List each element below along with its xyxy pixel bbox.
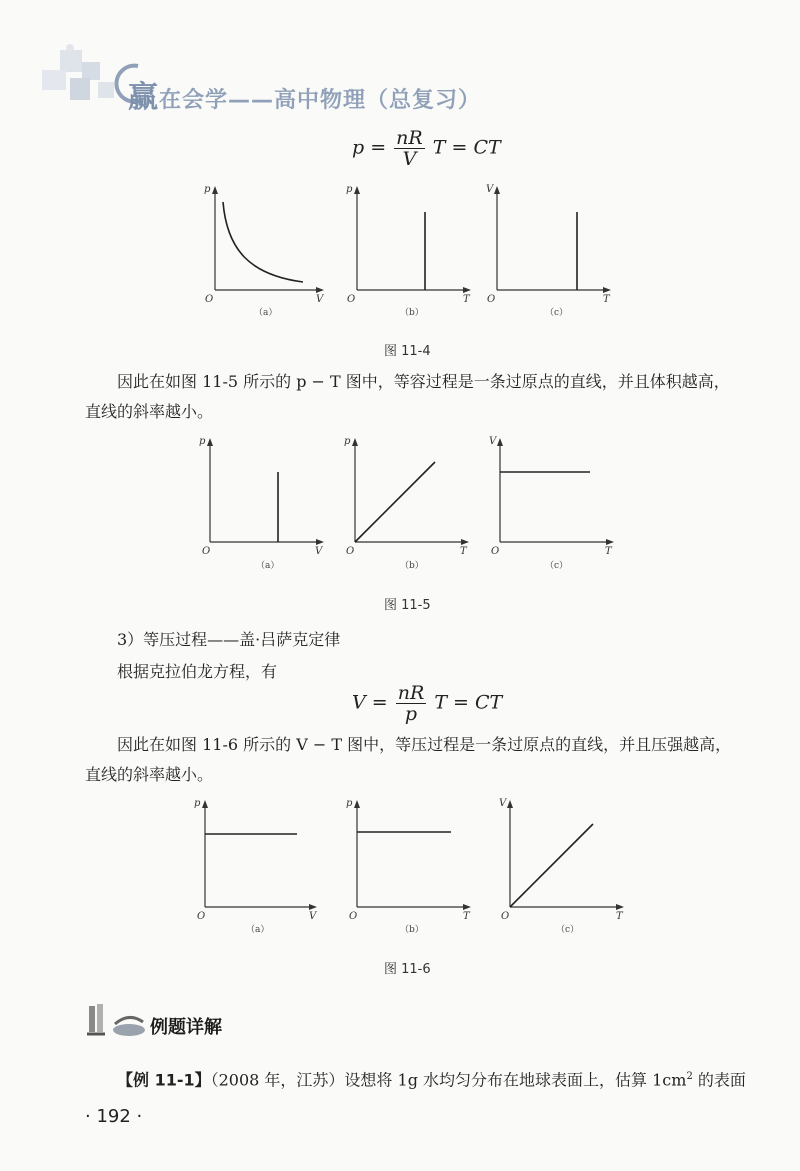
figure-11-4 xyxy=(195,180,625,320)
svg-text:p: p xyxy=(346,798,353,809)
fig5-caption: 图 11-5 xyxy=(384,598,431,613)
fig4-sub-b: （b） xyxy=(400,308,424,318)
fig4-caption: 图 11-4 xyxy=(384,344,431,359)
figure-11-5 xyxy=(190,430,630,560)
book-title: 赢在会学——高中物理（总复习） xyxy=(128,80,482,115)
fig4-panel-a xyxy=(204,184,325,305)
fig4-sub-a: （a） xyxy=(254,308,278,318)
svg-text:O: O xyxy=(202,546,211,557)
formula-isobaric: V = $\frac{nR}{p}$ T = CT xyxy=(352,682,503,725)
svg-text:O: O xyxy=(347,294,356,305)
fig4-panel-b xyxy=(346,184,471,305)
svg-text:V: V xyxy=(309,911,317,922)
svg-text:V: V xyxy=(315,546,323,557)
fig5-panel-b xyxy=(344,436,469,557)
svg-text:O: O xyxy=(487,294,496,305)
svg-text:O: O xyxy=(491,546,500,557)
section-isobaric-intro: 根据克拉伯龙方程，有 xyxy=(117,662,278,681)
svg-text:T: T xyxy=(460,546,467,557)
svg-text:p: p xyxy=(204,184,211,195)
svg-text:T: T xyxy=(605,546,612,557)
isotherm-curve xyxy=(223,202,303,282)
fig5-sub-a: （a） xyxy=(256,561,280,571)
svg-text:T: T xyxy=(463,911,470,922)
fig5-sub-b: （b） xyxy=(400,561,424,571)
svg-text:O: O xyxy=(346,546,355,557)
puzzle-logo-icon xyxy=(30,40,120,110)
example-11-1: 【例 11-1】（2008 年，江苏）设想将 1g 水均匀分布在地球表面上，估算 $1cm^2$ 的表面 xyxy=(117,1070,746,1090)
svg-text:O: O xyxy=(501,911,510,922)
fig5-panel-a xyxy=(199,436,324,557)
fig6-panel-c xyxy=(499,798,624,922)
svg-text:V: V xyxy=(316,294,324,305)
examples-icon xyxy=(85,1002,147,1042)
svg-text:O: O xyxy=(349,911,358,922)
fig6-caption: 图 11-6 xyxy=(384,962,431,977)
svg-text:T: T xyxy=(603,294,610,305)
fig6-panel-b xyxy=(346,798,471,922)
fig6-sub-c: （c） xyxy=(556,925,580,935)
paragraph-isobaric: 因此在如图 11-6 所示的 V − T 图中，等压过程是一条过原点的直线，并且压强越高， 直线的斜率越小。 xyxy=(85,735,732,784)
formula-isochoric: p = $\frac{nR}{V}$ T = CT xyxy=(352,127,501,170)
svg-text:p: p xyxy=(194,798,201,809)
examples-heading: 例题详解 xyxy=(150,1017,222,1038)
svg-text:O: O xyxy=(205,294,214,305)
figure-11-6 xyxy=(185,792,635,922)
page-number: · 192 · xyxy=(85,1106,143,1127)
fig6-sub-b: （b） xyxy=(400,925,424,935)
svg-text:O: O xyxy=(197,911,206,922)
header-logo xyxy=(30,40,120,110)
fig4-panel-c xyxy=(486,184,611,305)
svg-text:T: T xyxy=(616,911,623,922)
svg-text:T: T xyxy=(463,294,470,305)
svg-text:V: V xyxy=(489,436,497,447)
svg-text:V: V xyxy=(499,798,507,809)
svg-text:p: p xyxy=(199,436,206,447)
svg-text:p: p xyxy=(346,184,353,195)
fig5-panel-c xyxy=(489,436,614,557)
section-isobaric-title: 3）等压过程——盖·吕萨克定律 xyxy=(117,630,341,649)
svg-text:V: V xyxy=(486,184,494,195)
desk-lamp-book-icon xyxy=(85,1002,147,1042)
fig6-sub-a: （a） xyxy=(246,925,270,935)
paragraph-isochoric: 因此在如图 11-5 所示的 p − T 图中，等容过程是一条过原点的直线，并且体积越高， 直线的斜率越小。 xyxy=(85,372,730,421)
fig5-sub-c: （c） xyxy=(545,561,569,571)
svg-text:p: p xyxy=(344,436,351,447)
fig4-sub-c: （c） xyxy=(545,308,569,318)
fig6-panel-a xyxy=(194,798,318,922)
